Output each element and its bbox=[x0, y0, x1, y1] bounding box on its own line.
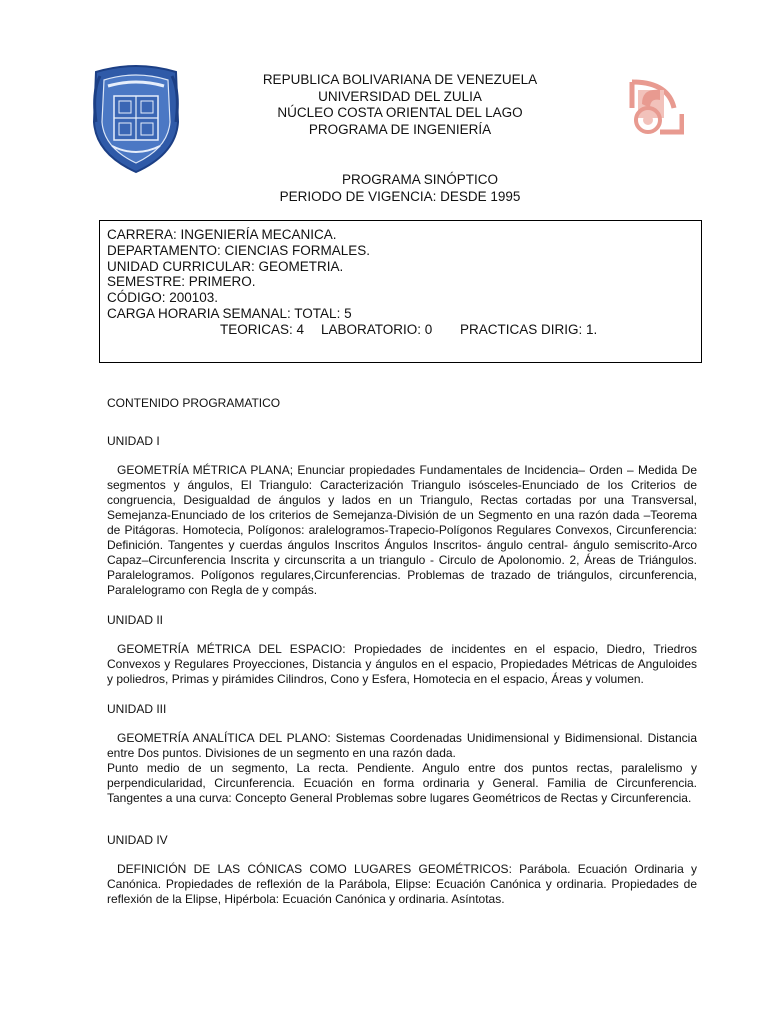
program-content bbox=[107, 396, 697, 907]
unit-title: UNIDAD IV bbox=[107, 833, 168, 847]
program-title: PROGRAMA SINÓPTICO bbox=[341, 172, 499, 187]
university-seal-logo bbox=[90, 62, 182, 174]
header-line-university: UNIVERSIDAD DEL ZULIA bbox=[318, 88, 482, 104]
info-hours-row bbox=[107, 322, 693, 338]
program-validity: PERIODO DE VIGENCIA: DESDE 1995 bbox=[279, 189, 521, 204]
info-carga: CARGA HORARIA SEMANAL: TOTAL: 5 bbox=[107, 305, 352, 321]
info-semestre: SEMESTRE: PRIMERO. bbox=[107, 274, 256, 290]
header-line-republic: REPUBLICA BOLIVARIANA DE VENEZUELA bbox=[262, 72, 538, 87]
unit-description: GEOMETRÍA ANALÍTICA DEL PLANO: Sistemas Coordenadas Unidimensional y Bidimensional. Distancia entre Dos puntos. Divisiones de un segmento en una razón dada. bbox=[107, 731, 697, 760]
info-carrera: CARRERA: INGENIERÍA MECANICA. bbox=[107, 227, 337, 242]
unit-description: GEOMETRÍA MÉTRICA PLANA; Enunciar propiedades Fundamentales de Incidencia– Orden – Medida De segmentos y ángulos, El Triangulo: Caracterización Triangulo isósceles-Enunciado de los Criterios de congruencia, Desigualdad de ángulos y lados en un Triangulo, Rectas cortadas por una Transversal, Semejanza-Enunciado de los criterios de Semejanza-División de un Segmento en una razón dada –Teorema de Pitágoras. Homotecia, Polígonos: aralelogramos-Trapecio-Polígonos Regulares Convexos, Circunferencia: Definición. Tangentes y cuerdas ángulos Inscritos Ángulos Inscritos- ángulo central- ángulo semiscrito-Arco Capaz–Circunferencia Inscrita y circunscrita a un triangulo - Circulo de Apolonomio. 2, Áreas de Triángulos. Paralelogramos. Polígonos regulares,Circunferencias. Problemas de trazado de triángulos, circunferencia, Paralelogramo con Regla de y compás. bbox=[107, 463, 697, 597]
info-departamento: DEPARTAMENTO: CIENCIAS FORMALES. bbox=[107, 242, 371, 258]
unit-title: UNIDAD III bbox=[107, 702, 167, 716]
institution-header bbox=[200, 72, 600, 138]
info-practicas: PRACTICAS DIRIG: 1. bbox=[460, 321, 598, 337]
header-line-nucleus: NÚCLEO COSTA ORIENTAL DEL LAGO bbox=[277, 105, 523, 120]
info-laboratorio: LABORATORIO: 0 bbox=[321, 321, 433, 337]
program-title-block bbox=[200, 171, 600, 205]
info-unidad: UNIDAD CURRICULAR: GEOMETRIA. bbox=[107, 258, 344, 274]
unit-title: UNIDAD II bbox=[107, 613, 164, 627]
program-logo bbox=[628, 78, 684, 140]
content-heading: CONTENIDO PROGRAMATICO bbox=[107, 396, 281, 410]
info-teoricas: TEORICAS: 4 bbox=[220, 321, 305, 337]
unit-title: UNIDAD I bbox=[107, 434, 160, 448]
info-codigo: CÓDIGO: 200103. bbox=[107, 290, 219, 306]
header-line-program: PROGRAMA DE INGENIERÍA bbox=[308, 121, 492, 137]
unit-description: DEFINICIÓN DE LAS CÓNICAS COMO LUGARES GEOMÉTRICOS: Parábola. Ecuación Ordinaria y Canónica. Propiedades de reflexión de la Parábola, Elipse: Ecuación Canónica y ordinaria. Propiedades de reflexión de la Elipse, Hipérbola: Ecuación Canónica y ordinaria. Asíntotas. bbox=[107, 862, 697, 906]
unit-description-continued: Punto medio de un segmento, La recta. Pendiente. Angulo entre dos puntos rectas, paralelismo y perpendicularidad, Circunferencia. Ecuación en forma ordinaria y General. Familia de Circunferencia. Tangentes a una curva: Concepto General Problemas sobre lugares Geométricos de Rectas y Circunferencia. bbox=[107, 761, 697, 805]
course-info-box bbox=[99, 220, 702, 363]
unit-description: GEOMETRÍA MÉTRICA DEL ESPACIO: Propiedades de incidentes en el espacio, Diedro, Triedros Convexos y Regulares Proyecciones, Distancia y ángulos en el espacio, Propiedades Métricas de Anguloides y poliedros, Primas y pirámides Cilindros, Cono y Esfera, Homotecia en el espacio, Áreas y volumen. bbox=[107, 642, 697, 686]
